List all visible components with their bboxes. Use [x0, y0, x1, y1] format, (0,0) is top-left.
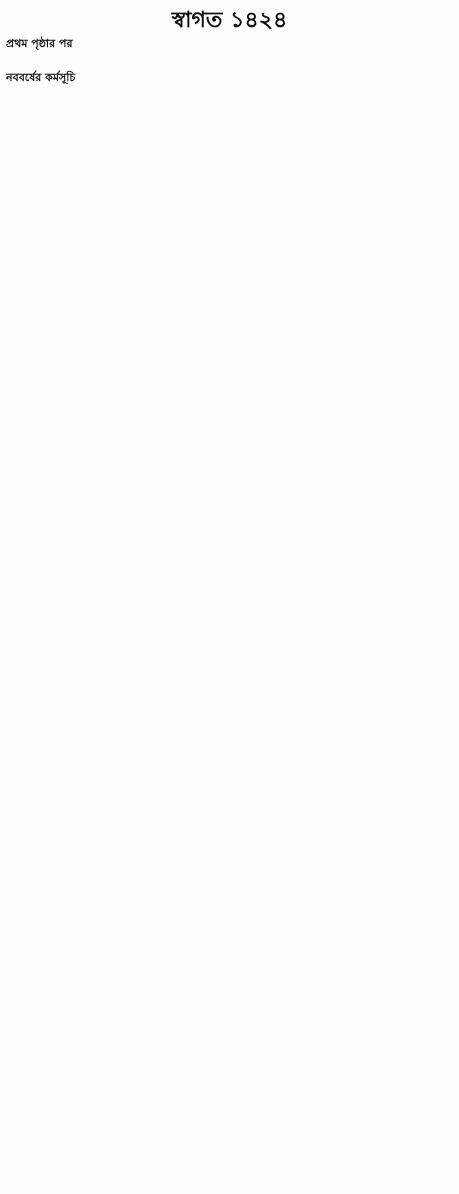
article-paragraph-1: [6, 36, 453, 51]
article-paragraph-3: [6, 70, 453, 85]
article-paragraph-2: [6, 53, 453, 68]
article-headline: স্বাগত ১৪২৪: [171, 7, 288, 33]
continued-label: প্রথম পৃষ্ঠার পর: [6, 37, 73, 50]
section-label: নববর্ষের কর্মসূচি: [6, 71, 76, 84]
